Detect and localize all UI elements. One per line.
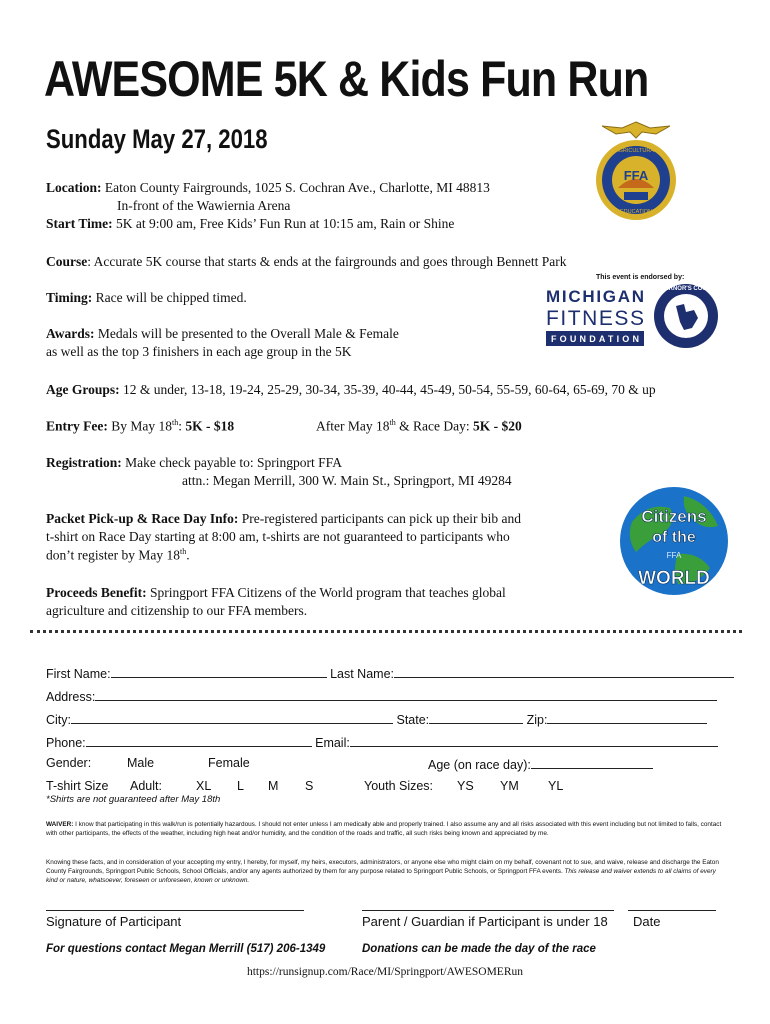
entry-fee-after-sup: th [389,418,396,427]
gender-female-option[interactable]: Female [208,756,250,770]
waiver-paragraph [46,820,726,838]
shirt-note: *Shirts are not guaranteed after May 18th [46,794,221,805]
date-line[interactable] [628,910,716,911]
ffa-emblem [590,118,682,226]
first-name-field[interactable] [111,665,327,678]
entry-fee-label: Entry Fee: [46,418,108,434]
citizens-of-the-world-logo [618,482,730,600]
age-field[interactable] [531,756,653,769]
start-time-row [46,216,454,232]
zip-label: Zip: [526,713,548,727]
location-line1: Eaton County Fairgrounds, 1025 S. Cochran Ave., Charlotte, MI 48813 [104,180,490,195]
timing-value: Race will be chipped timed. [95,290,247,305]
mff-bar-text: FOUNDATION [551,334,639,344]
event-date: Sunday May 27, 2018 [46,124,268,154]
entry-fee-after: After May 18 [316,418,390,434]
awards-row [46,326,399,342]
phone-row [46,734,718,750]
course-value: : Accurate 5K course that starts & ends at the fairgrounds and goes through Bennett Park [87,254,567,269]
state-label: State: [396,713,430,727]
entry-fee-by: By May 18 [111,418,172,434]
email-label: Email: [315,736,350,750]
ffa-ring-top: AGRICULTURAL [614,148,658,154]
packet-line1: Pre-registered participants can pick up their bib and [241,511,522,526]
registration-value: Make check payable to: Springport FFA [125,455,342,470]
course-row [46,254,567,270]
size-ym-option[interactable]: YM [500,779,519,793]
address-field[interactable] [95,688,717,701]
gender-male-option[interactable]: Male [127,756,155,770]
race-url[interactable]: https://runsignup.com/Race/MI/Springport/AWESOMERun [246,966,524,978]
awards-line2: as well as the top 3 finishers in each age group in the 5K [46,344,352,359]
start-time-label: Start Time: [46,216,113,231]
phone-label: Phone: [46,736,86,750]
registration-attn: attn.: Megan Merrill, 300 W. Main St., Springport, MI 49284 [182,473,512,488]
size-s-option[interactable]: S [305,779,314,793]
ffa-ring-bottom: EDUCATION [620,209,652,215]
proceeds-line2: agriculture and citizenship to our FFA members. [46,603,308,618]
waiver-para2-italic: This release and waiver extends to all claims of every kind or nature, whatsoever, foreseen or unforeseen, known or unknown. [46,868,716,884]
mff-mid-text: FITNESS [546,307,644,330]
ctw-ffa: FFA [666,551,682,560]
size-xl-option[interactable]: XL [196,779,212,793]
city-field[interactable] [71,711,393,724]
size-ys-option[interactable]: YS [457,779,474,793]
first-name-label: First Name: [46,667,111,681]
age-row [428,756,653,772]
last-name-label: Last Name: [330,667,394,681]
entry-fee-after-price: 5K - $20 [472,418,522,434]
entry-fee-by-sup: th [171,418,179,427]
entry-fee-by-price: 5K - $18 [185,418,235,434]
parent-signature-line[interactable] [362,910,614,911]
event-title: AWESOME 5K & Kids Fun Run [44,51,649,107]
packet-line3-sup: th [179,547,187,556]
proceeds-label: Proceeds Benefit: [46,585,147,600]
size-m-option[interactable]: M [268,779,279,793]
age-label: Age (on race day): [428,758,531,772]
packet-line3-text: don’t register by May 18 [46,547,180,563]
youth-label: Youth Sizes: [364,779,434,793]
ctw-line1: Citizens [641,507,707,526]
zip-field[interactable] [547,711,707,724]
ctw-line2: of the [652,529,696,546]
participant-signature-label: Signature of Participant [46,914,182,929]
entry-fee-after-mid: & Race Day: [399,418,470,434]
address-row [46,688,717,704]
parent-signature-label: Parent / Guardian if Participant is under 18 [362,914,608,929]
waiver-text: I know that participating in this walk/run is potentially hazardous. I should not enter unless I am medically able and properly trained. I also assume any and all risks associated with this event including but not limited to falls, contact with other participants, the effects of the weather, including high heat and/or humidity, and the condition of the roads and traffic, all such risks being known and appreciated by me. [46,821,722,837]
state-field[interactable] [429,711,523,724]
packet-label: Packet Pick-up & Race Day Info: [46,511,239,526]
waiver-label: WAIVER: [46,821,74,828]
awards-line1: Medals will be presented to the Overall Male & Female [97,326,399,341]
age-groups-value: 12 & under, 13-18, 19-24, 25-29, 30-34, 35-39, 40-44, 45-49, 50-54, 55-59, 60-64, 65-69, 70 & up [123,382,656,397]
tshirt-label: T-shirt Size [46,779,109,793]
name-row [46,665,734,681]
course-label: Course [46,254,88,269]
packet-row [46,511,521,527]
entry-fee-by-colon: : [178,418,182,434]
gender-label: Gender: [46,756,92,770]
proceeds-row [46,585,506,601]
registration-row [46,455,342,471]
donations-note: Donations can be made the day of the race [362,943,596,955]
location-row [46,180,490,196]
age-groups-label: Age Groups: [46,382,120,397]
age-groups-row [46,382,656,398]
ffa-word: FFA [623,168,649,183]
mff-top-text: MICHIGAN [546,287,644,306]
ctw-line3: WORLD [638,568,710,589]
city-row [46,711,707,727]
timing-row [46,290,247,306]
participant-signature-line[interactable] [46,910,304,911]
packet-line2: t-shirt on Race Day starting at 8:00 am, t-shirts are not guaranteed to participants who [46,529,510,544]
michigan-fitness-logo [544,272,724,352]
phone-field[interactable] [86,734,312,747]
last-name-field[interactable] [394,665,734,678]
location-line2: In-front of the Wawiernia Arena [117,198,291,213]
date-label: Date [633,914,661,929]
adult-label: Adult: [130,779,162,793]
size-yl-option[interactable]: YL [548,779,564,793]
timing-label: Timing: [46,290,93,305]
proceeds-line1: Springport FFA Citizens of the World program that teaches global [149,585,506,600]
size-l-option[interactable]: L [237,779,244,793]
awards-label: Awards: [46,326,95,341]
waiver-para2: Knowing these facts, and in consideration of your accepting my entry, I hereby, for myself, my heirs, executors, administrators, or anyone else who might claim on my behalf, covenant not to sue, and waive, release and discharge the Eaton County Fairgrounds, Springport Public Schools, School Officials, and/or any agents authorized by them for any purpose related to Springport Public Schools, or Springport FFA events. [46,859,719,875]
start-time-value: 5K at 9:00 am, Free Kids’ Fun Run at 10:15 am, Rain or Shine [116,216,455,231]
email-field[interactable] [350,734,718,747]
waiver-paragraph-2 [46,858,726,885]
location-label: Location: [46,180,102,195]
city-label: City: [46,713,71,727]
entry-fee-row [46,418,234,435]
entry-fee-after-row [316,418,522,435]
registration-label: Registration: [46,455,122,470]
mff-ring-text: GOVERNOR'S COUNCIL [651,286,721,292]
contact-info: For questions contact Megan Merrill (517) 206-1349 [46,943,326,955]
address-label: Address: [46,690,96,704]
endorsed-label: This event is endorsed by: [596,274,685,281]
section-divider [30,630,742,633]
packet-line3-end: . [186,547,190,563]
packet-line3 [46,547,190,564]
